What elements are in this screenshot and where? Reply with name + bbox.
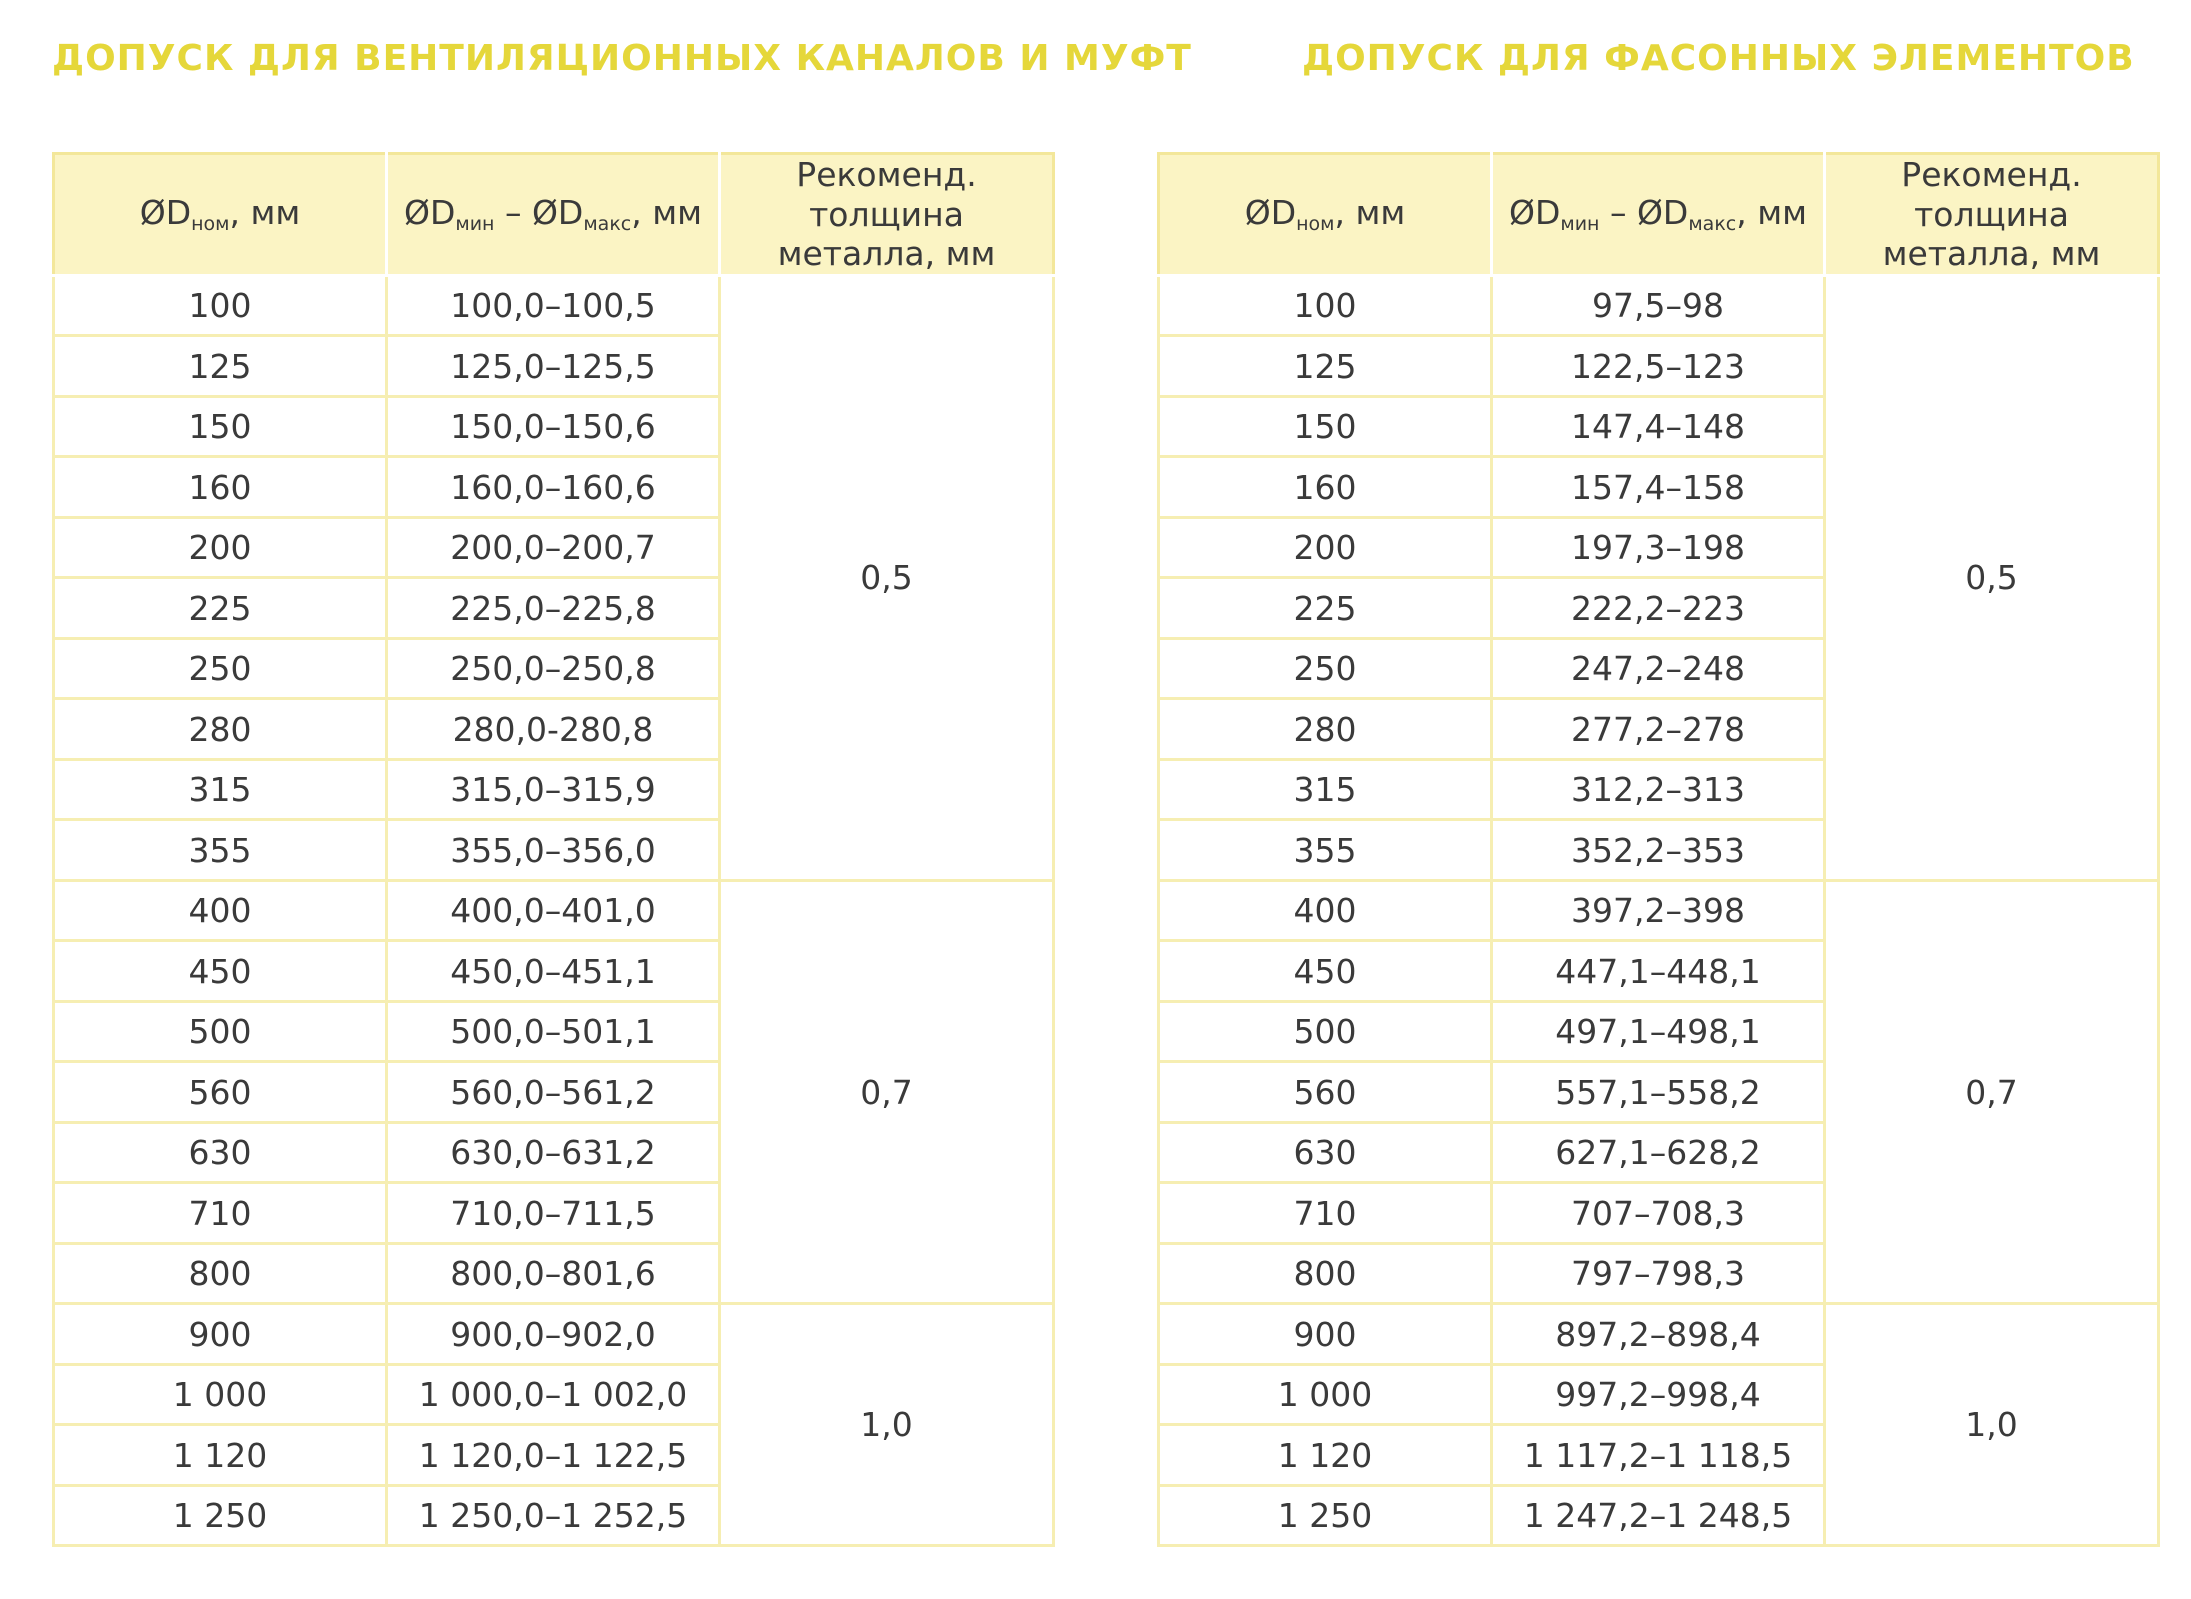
header-nominal-diameter: $ØD_{ном}$, мм — [1159, 154, 1492, 276]
diameter-range-cell: 100,0–100,5 — [387, 275, 720, 336]
diameter-range-cell: 1 117,2–1 118,5 — [1492, 1425, 1825, 1486]
nominal-diameter-cell: 450 — [54, 941, 387, 1002]
nominal-diameter-cell: 800 — [1159, 1243, 1492, 1304]
nominal-diameter-cell: 1 120 — [54, 1425, 387, 1486]
diameter-range-cell: 247,2–248 — [1492, 638, 1825, 699]
nominal-diameter-cell: 125 — [1159, 336, 1492, 397]
diameter-range-cell: 797–798,3 — [1492, 1243, 1825, 1304]
table-header-row — [54, 154, 1054, 276]
nominal-diameter-cell: 315 — [54, 759, 387, 820]
nominal-diameter-cell: 225 — [1159, 578, 1492, 639]
diameter-range-cell: 315,0–315,9 — [387, 759, 720, 820]
nominal-diameter-cell: 400 — [54, 880, 387, 941]
section-title: ДОПУСК ДЛЯ ВЕНТИЛЯЦИОННЫХ КАНАЛОВ И МУФТ — [52, 38, 1192, 79]
nominal-diameter-cell: 150 — [1159, 396, 1492, 457]
diameter-range-cell: 497,1–498,1 — [1492, 1001, 1825, 1062]
nominal-diameter-cell: 500 — [1159, 1001, 1492, 1062]
table-row — [1159, 880, 2159, 941]
diameter-range-cell: 1 000,0–1 002,0 — [387, 1364, 720, 1425]
section-title: ДОПУСК ДЛЯ ФАСОННЫХ ЭЛЕМЕНТОВ — [1302, 38, 2135, 79]
thickness-cell: 0,7 — [1825, 880, 2159, 1304]
diameter-range-cell: 400,0–401,0 — [387, 880, 720, 941]
diameter-range-cell: 900,0–902,0 — [387, 1304, 720, 1365]
diameter-range-cell: 447,1–448,1 — [1492, 941, 1825, 1002]
diameter-range-cell: 97,5–98 — [1492, 275, 1825, 336]
diameter-range-cell: 125,0–125,5 — [387, 336, 720, 397]
diameter-range-cell: 280,0-280,8 — [387, 699, 720, 760]
table-row — [1159, 275, 2159, 336]
nominal-diameter-cell: 150 — [54, 396, 387, 457]
nominal-diameter-cell: 1 000 — [54, 1364, 387, 1425]
diameter-range-cell: 1 120,0–1 122,5 — [387, 1425, 720, 1486]
diameter-range-cell: 197,3–198 — [1492, 517, 1825, 578]
thickness-cell: 1,0 — [720, 1304, 1054, 1546]
nominal-diameter-cell: 560 — [54, 1062, 387, 1123]
nominal-diameter-cell: 1 250 — [54, 1485, 387, 1546]
nominal-diameter-cell: 500 — [54, 1001, 387, 1062]
nominal-diameter-cell: 710 — [54, 1183, 387, 1244]
diameter-range-cell: 250,0–250,8 — [387, 638, 720, 699]
nominal-diameter-cell: 160 — [54, 457, 387, 518]
diameter-range-cell: 225,0–225,8 — [387, 578, 720, 639]
nominal-diameter-cell: 200 — [54, 517, 387, 578]
diameter-range-cell: 312,2–313 — [1492, 759, 1825, 820]
diameter-range-cell: 557,1–558,2 — [1492, 1062, 1825, 1123]
diameter-range-cell: 707–708,3 — [1492, 1183, 1825, 1244]
nominal-diameter-cell: 160 — [1159, 457, 1492, 518]
diameter-range-cell: 800,0–801,6 — [387, 1243, 720, 1304]
diameter-range-cell: 150,0–150,6 — [387, 396, 720, 457]
nominal-diameter-cell: 280 — [1159, 699, 1492, 760]
header-thickness: Рекоменд. толщина металла, мм — [720, 154, 1054, 276]
nominal-diameter-cell: 250 — [54, 638, 387, 699]
nominal-diameter-cell: 630 — [54, 1122, 387, 1183]
diameter-range-cell: 630,0–631,2 — [387, 1122, 720, 1183]
table-header-row — [1159, 154, 2159, 276]
thickness-cell: 1,0 — [1825, 1304, 2159, 1546]
thickness-cell: 0,5 — [1825, 275, 2159, 880]
nominal-diameter-cell: 710 — [1159, 1183, 1492, 1244]
nominal-diameter-cell: 100 — [54, 275, 387, 336]
nominal-diameter-cell: 200 — [1159, 517, 1492, 578]
nominal-diameter-cell: 450 — [1159, 941, 1492, 1002]
diameter-range-cell: 352,2–353 — [1492, 820, 1825, 881]
diameter-range-cell: 560,0–561,2 — [387, 1062, 720, 1123]
header-diameter-range: $ØD_{мин}$ – $ØD_{макс}$, мм — [1492, 154, 1825, 276]
diameter-range-cell: 500,0–501,1 — [387, 1001, 720, 1062]
nominal-diameter-cell: 560 — [1159, 1062, 1492, 1123]
diameter-range-cell: 397,2–398 — [1492, 880, 1825, 941]
diameter-range-cell: 897,2–898,4 — [1492, 1304, 1825, 1365]
nominal-diameter-cell: 250 — [1159, 638, 1492, 699]
tolerance-table — [1157, 152, 2160, 1547]
thickness-cell: 0,5 — [720, 275, 1054, 880]
nominal-diameter-cell: 280 — [54, 699, 387, 760]
nominal-diameter-cell: 1 250 — [1159, 1485, 1492, 1546]
table-row — [54, 275, 1054, 336]
nominal-diameter-cell: 630 — [1159, 1122, 1492, 1183]
nominal-diameter-cell: 400 — [1159, 880, 1492, 941]
table-row — [54, 880, 1054, 941]
diameter-range-cell: 222,2–223 — [1492, 578, 1825, 639]
nominal-diameter-cell: 100 — [1159, 275, 1492, 336]
nominal-diameter-cell: 900 — [54, 1304, 387, 1365]
diameter-range-cell: 147,4–148 — [1492, 396, 1825, 457]
tolerance-table — [52, 152, 1055, 1547]
nominal-diameter-cell: 125 — [54, 336, 387, 397]
diameter-range-cell: 1 250,0–1 252,5 — [387, 1485, 720, 1546]
diameter-range-cell: 450,0–451,1 — [387, 941, 720, 1002]
diameter-range-cell: 200,0–200,7 — [387, 517, 720, 578]
diameter-range-cell: 1 247,2–1 248,5 — [1492, 1485, 1825, 1546]
thickness-cell: 0,7 — [720, 880, 1054, 1304]
nominal-diameter-cell: 355 — [1159, 820, 1492, 881]
nominal-diameter-cell: 1 000 — [1159, 1364, 1492, 1425]
header-diameter-range: $ØD_{мин}$ – $ØD_{макс}$, мм — [387, 154, 720, 276]
nominal-diameter-cell: 1 120 — [1159, 1425, 1492, 1486]
table-row — [1159, 1304, 2159, 1365]
nominal-diameter-cell: 355 — [54, 820, 387, 881]
header-thickness: Рекоменд. толщина металла, мм — [1825, 154, 2159, 276]
diameter-range-cell: 355,0–356,0 — [387, 820, 720, 881]
diameter-range-cell: 160,0–160,6 — [387, 457, 720, 518]
diameter-range-cell: 710,0–711,5 — [387, 1183, 720, 1244]
header-nominal-diameter: $ØD_{ном}$, мм — [54, 154, 387, 276]
nominal-diameter-cell: 900 — [1159, 1304, 1492, 1365]
nominal-diameter-cell: 315 — [1159, 759, 1492, 820]
nominal-diameter-cell: 225 — [54, 578, 387, 639]
nominal-diameter-cell: 800 — [54, 1243, 387, 1304]
diameter-range-cell: 277,2–278 — [1492, 699, 1825, 760]
diameter-range-cell: 157,4–158 — [1492, 457, 1825, 518]
table-row — [54, 1304, 1054, 1365]
diameter-range-cell: 627,1–628,2 — [1492, 1122, 1825, 1183]
diameter-range-cell: 122,5–123 — [1492, 336, 1825, 397]
diameter-range-cell: 997,2–998,4 — [1492, 1364, 1825, 1425]
